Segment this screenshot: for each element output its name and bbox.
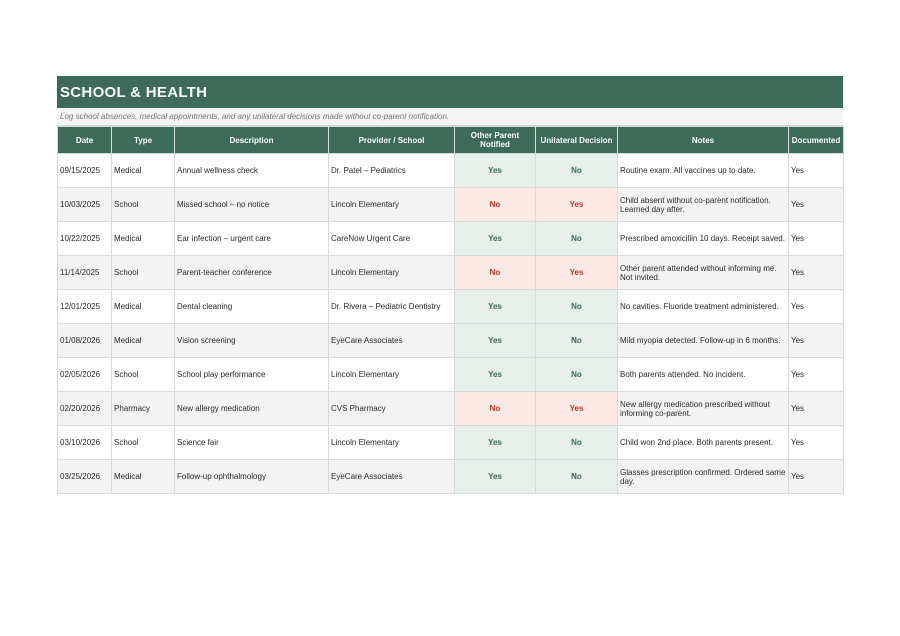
school-health-sheet — [57, 76, 843, 494]
header-provider[interactable]: Provider / School — [329, 127, 455, 154]
cell-date[interactable]: 03/10/2026 — [58, 426, 112, 460]
cell-notified[interactable]: No — [455, 188, 536, 222]
header-notes[interactable]: Notes — [618, 127, 789, 154]
cell-notes[interactable]: Child won 2nd place. Both parents present. — [618, 426, 789, 460]
cell-description[interactable]: Vision screening — [175, 324, 329, 358]
cell-provider[interactable]: Lincoln Elementary — [329, 358, 455, 392]
cell-documented[interactable]: Yes — [789, 460, 844, 494]
table-row — [58, 154, 844, 188]
log-table — [57, 126, 844, 494]
cell-date[interactable]: 10/22/2025 — [58, 222, 112, 256]
cell-documented[interactable]: Yes — [789, 188, 844, 222]
table-body — [58, 154, 844, 494]
cell-notified[interactable]: Yes — [455, 426, 536, 460]
cell-description[interactable]: Annual wellness check — [175, 154, 329, 188]
cell-documented[interactable]: Yes — [789, 358, 844, 392]
cell-description[interactable]: Dental cleaning — [175, 290, 329, 324]
header-row — [58, 127, 844, 154]
cell-provider[interactable]: Dr. Rivera – Pediatric Dentistry — [329, 290, 455, 324]
cell-notes[interactable]: Glasses prescription confirmed. Ordered same day. — [618, 460, 789, 494]
cell-notified[interactable]: Yes — [455, 222, 536, 256]
cell-description[interactable]: Science fair — [175, 426, 329, 460]
cell-notified[interactable]: No — [455, 256, 536, 290]
cell-date[interactable]: 03/25/2026 — [58, 460, 112, 494]
table-row — [58, 426, 844, 460]
cell-provider[interactable]: Lincoln Elementary — [329, 188, 455, 222]
cell-type[interactable]: School — [112, 358, 175, 392]
table-row — [58, 392, 844, 426]
header-type[interactable]: Type — [112, 127, 175, 154]
cell-unilateral[interactable]: No — [536, 324, 618, 358]
cell-unilateral[interactable]: No — [536, 358, 618, 392]
cell-documented[interactable]: Yes — [789, 154, 844, 188]
cell-provider[interactable]: Lincoln Elementary — [329, 426, 455, 460]
cell-date[interactable]: 10/03/2025 — [58, 188, 112, 222]
cell-type[interactable]: School — [112, 188, 175, 222]
cell-documented[interactable]: Yes — [789, 256, 844, 290]
sheet-subtitle: Log school absences, medical appointments, and any unilateral decisions made without co-parent notification. — [57, 108, 843, 126]
cell-notified[interactable]: No — [455, 392, 536, 426]
cell-unilateral[interactable]: Yes — [536, 392, 618, 426]
table-row — [58, 290, 844, 324]
cell-description[interactable]: Parent-teacher conference — [175, 256, 329, 290]
cell-provider[interactable]: CVS Pharmacy — [329, 392, 455, 426]
cell-notified[interactable]: Yes — [455, 324, 536, 358]
header-unilateral[interactable]: Unilateral Decision — [536, 127, 618, 154]
cell-date[interactable]: 02/05/2026 — [58, 358, 112, 392]
cell-notes[interactable]: Other parent attended without informing me. Not invited. — [618, 256, 789, 290]
cell-unilateral[interactable]: Yes — [536, 256, 618, 290]
table-row — [58, 188, 844, 222]
cell-date[interactable]: 12/01/2025 — [58, 290, 112, 324]
cell-provider[interactable]: Lincoln Elementary — [329, 256, 455, 290]
cell-notes[interactable]: Both parents attended. No incident. — [618, 358, 789, 392]
cell-date[interactable]: 02/20/2026 — [58, 392, 112, 426]
cell-type[interactable]: Medical — [112, 460, 175, 494]
cell-unilateral[interactable]: Yes — [536, 188, 618, 222]
cell-notified[interactable]: Yes — [455, 154, 536, 188]
cell-provider[interactable]: Dr. Patel – Pediatrics — [329, 154, 455, 188]
cell-documented[interactable]: Yes — [789, 290, 844, 324]
cell-documented[interactable]: Yes — [789, 324, 844, 358]
cell-notes[interactable]: Routine exam. All vaccines up to date. — [618, 154, 789, 188]
cell-provider[interactable]: EyeCare Associates — [329, 324, 455, 358]
cell-description[interactable]: School play performance — [175, 358, 329, 392]
header-documented[interactable]: Documented — [789, 127, 844, 154]
header-notified[interactable]: Other Parent Notified — [455, 127, 536, 154]
cell-description[interactable]: Missed school – no notice — [175, 188, 329, 222]
cell-type[interactable]: School — [112, 426, 175, 460]
table-row — [58, 256, 844, 290]
header-description[interactable]: Description — [175, 127, 329, 154]
sheet-title: SCHOOL & HEALTH — [60, 83, 208, 101]
cell-description[interactable]: New allergy medication — [175, 392, 329, 426]
table-row — [58, 324, 844, 358]
cell-notified[interactable]: Yes — [455, 460, 536, 494]
cell-date[interactable]: 01/08/2026 — [58, 324, 112, 358]
cell-description[interactable]: Follow-up ophthalmology — [175, 460, 329, 494]
table-row — [58, 358, 844, 392]
table-row — [58, 222, 844, 256]
cell-description[interactable]: Ear infection – urgent care — [175, 222, 329, 256]
cell-notes[interactable]: Prescribed amoxicillin 10 days. Receipt saved. — [618, 222, 789, 256]
cell-type[interactable]: Medical — [112, 324, 175, 358]
cell-provider[interactable]: CareNow Urgent Care — [329, 222, 455, 256]
cell-documented[interactable]: Yes — [789, 426, 844, 460]
cell-unilateral[interactable]: No — [536, 460, 618, 494]
title-bar — [57, 76, 843, 108]
cell-type[interactable]: Medical — [112, 222, 175, 256]
cell-notes[interactable]: No cavities. Fluoride treatment administered. — [618, 290, 789, 324]
cell-notes[interactable]: Mild myopia detected. Follow-up in 6 months. — [618, 324, 789, 358]
cell-type[interactable]: Pharmacy — [112, 392, 175, 426]
cell-documented[interactable]: Yes — [789, 392, 844, 426]
cell-type[interactable]: School — [112, 256, 175, 290]
cell-date[interactable]: 09/15/2025 — [58, 154, 112, 188]
cell-unilateral[interactable]: No — [536, 426, 618, 460]
table-row — [58, 460, 844, 494]
cell-type[interactable]: Medical — [112, 154, 175, 188]
cell-provider[interactable]: EyeCare Associates — [329, 460, 455, 494]
cell-notes[interactable]: Child absent without co-parent notification. Learned day after. — [618, 188, 789, 222]
cell-notes[interactable]: New allergy medication prescribed without informing co-parent. — [618, 392, 789, 426]
cell-date[interactable]: 11/14/2025 — [58, 256, 112, 290]
cell-documented[interactable]: Yes — [789, 222, 844, 256]
cell-unilateral[interactable]: No — [536, 290, 618, 324]
header-date[interactable]: Date — [58, 127, 112, 154]
cell-unilateral[interactable]: No — [536, 222, 618, 256]
cell-notified[interactable]: Yes — [455, 290, 536, 324]
cell-notified[interactable]: Yes — [455, 358, 536, 392]
cell-type[interactable]: Medical — [112, 290, 175, 324]
cell-unilateral[interactable]: No — [536, 154, 618, 188]
